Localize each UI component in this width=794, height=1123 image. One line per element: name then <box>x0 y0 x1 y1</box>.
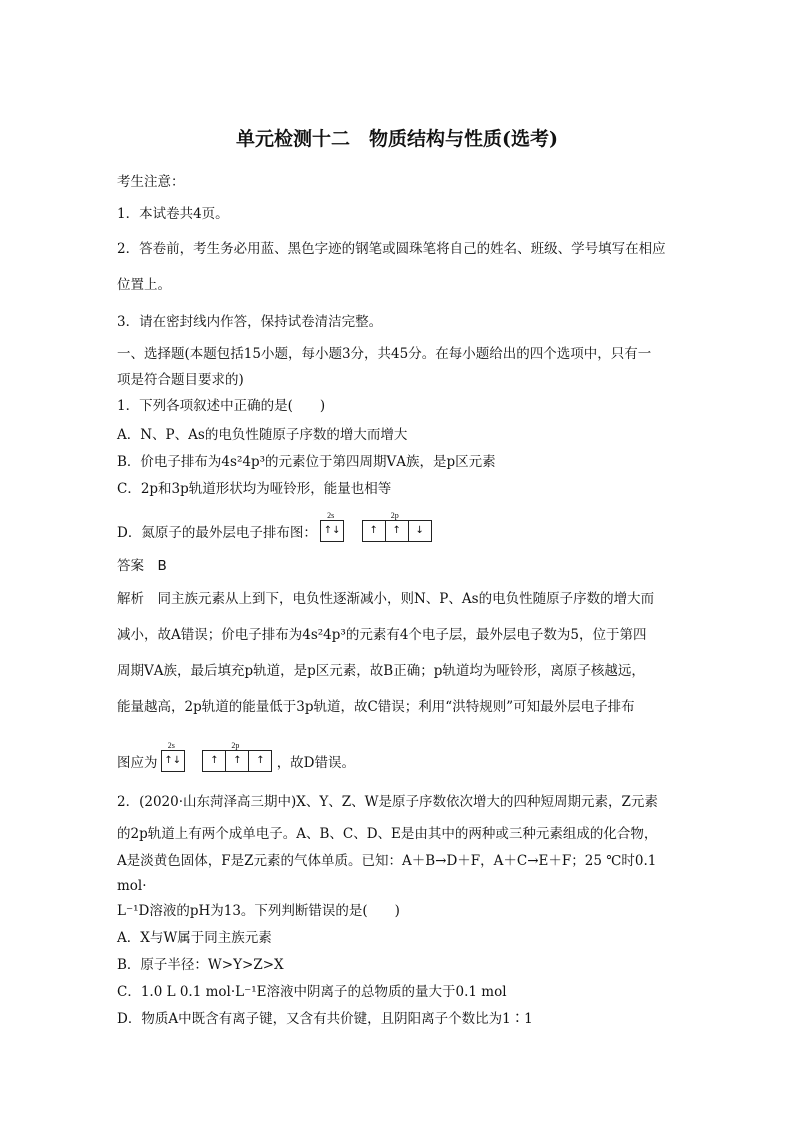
orbital-2s-label-fix: 2s <box>167 741 175 750</box>
q1-option-b: B．价电子排布为4s²4p³的元素位于第四周期ⅤA族，是p区元素 <box>117 454 496 470</box>
orbital-2p-box-1: ↑ <box>362 520 386 542</box>
q2-option-d: D．物质A中既含有离子键，又含有共价键，且阴阳离子个数比为1∶1 <box>117 1011 533 1027</box>
q2-option-b: B．原子半径：W>Y>Z>X <box>117 957 284 973</box>
orbital-2s-label: 2s <box>327 511 335 520</box>
page-title: 单元检测十二 物质结构与性质(选考) <box>236 128 558 150</box>
orbital-2p-fix <box>203 741 272 772</box>
section-heading-cont: 项是符合题目要求的) <box>117 372 244 388</box>
orbital-2p-box-fix-3: ↑ <box>248 750 272 772</box>
orbital-2p-label: 2p <box>390 511 399 520</box>
q1-analysis-5-suffix: ，故D错误。 <box>276 755 356 771</box>
q1-answer: 答案 B <box>117 558 167 574</box>
q1-analysis-4: 能量越高，2p轨道的能量低于3p轨道，故C错误；利用“洪特规则”可知最外层电子排布 <box>117 699 635 715</box>
q1-stem: 1．下列各项叙述中正确的是( ) <box>117 398 326 414</box>
orbital-diagram-fix <box>162 741 185 772</box>
orbital-2s-box: ↑↓ <box>320 520 344 542</box>
q1-analysis-3: 周期ⅤA族，最后填充p轨道，是p区元素，故B正确；p轨道均为哑铃形，离原子核越远， <box>117 663 645 679</box>
orbital-2p-box-2: ↑ <box>385 520 409 542</box>
q2-stem-2: 的2p轨道上有两个成单电子。A、B、C、D、E是由其中的两种或三种元素组成的化合物， <box>117 826 658 842</box>
orbital-2p-box-fix-1: ↑ <box>202 750 226 772</box>
q2-option-a: A．X与W属于同主族元素 <box>117 930 272 946</box>
notice-item-2-cont: 位置上。 <box>117 277 171 293</box>
q1-option-d-text: D．氮原子的最外层电子排布图： <box>117 525 317 541</box>
q2-stem-3: A是淡黄色固体，F是Z元素的气体单质。已知：A＋B→D＋F，A＋C→E＋F；25 ℃时0.1 <box>117 853 657 869</box>
q2-stem-1: 2．(2020·山东菏泽高三期中)X、Y、Z、W是原子序数依次增大的四种短周期元素，Z元素 <box>117 794 658 810</box>
q1-analysis-2: 减小，故A错误；价电子排布为4s²4p³的元素有4个电子层，最外层电子数为5，位于第四 <box>117 627 647 643</box>
section-heading: 一、选择题(本题包括15小题，每小题3分，共45分。在每小题给出的四个选项中，只有一 <box>117 346 652 362</box>
q1-option-a: A．N、P、As的电负性随原子序数的增大而增大 <box>117 427 408 443</box>
q1-option-d <box>117 511 432 542</box>
notice-item-2: 2．答卷前，考生务必用蓝、黑色字迹的钢笔或圆珠笔将自己的姓名、班级、学号填写在相应 <box>117 241 666 257</box>
notice-item-1: 1．本试卷共4页。 <box>117 206 229 222</box>
q2-stem-5: L⁻¹D溶液的pH为13。下列判断错误的是( ) <box>117 903 400 919</box>
notice-item-3: 3．请在密封线内作答，保持试卷清洁完整。 <box>117 314 383 330</box>
orbital-diagram-d <box>321 511 344 542</box>
q1-analysis-1: 解析 同主族元素从上到下，电负性逐渐减小，则N、P、As的电负性随原子序数的增大而 <box>117 591 655 607</box>
q1-analysis-5 <box>117 741 356 772</box>
orbital-2s-box-fix: ↑↓ <box>161 750 185 772</box>
orbital-2p-label-fix: 2p <box>231 741 240 750</box>
orbital-2p-box-3: ↓ <box>408 520 432 542</box>
orbital-2p-box-fix-2: ↑ <box>225 750 249 772</box>
q1-option-c: C．2p和3p轨道形状均为哑铃形，能量也相等 <box>117 481 392 497</box>
q1-analysis-5-prefix: 图应为 <box>117 755 158 771</box>
orbital-2p-d <box>363 511 432 542</box>
q2-option-c: C．1.0 L 0.1 mol·L⁻¹E溶液中阴离子的总物质的量大于0.1 mol <box>117 984 507 1000</box>
notice-heading: 考生注意： <box>117 174 185 190</box>
q2-stem-4: mol· <box>117 878 147 894</box>
